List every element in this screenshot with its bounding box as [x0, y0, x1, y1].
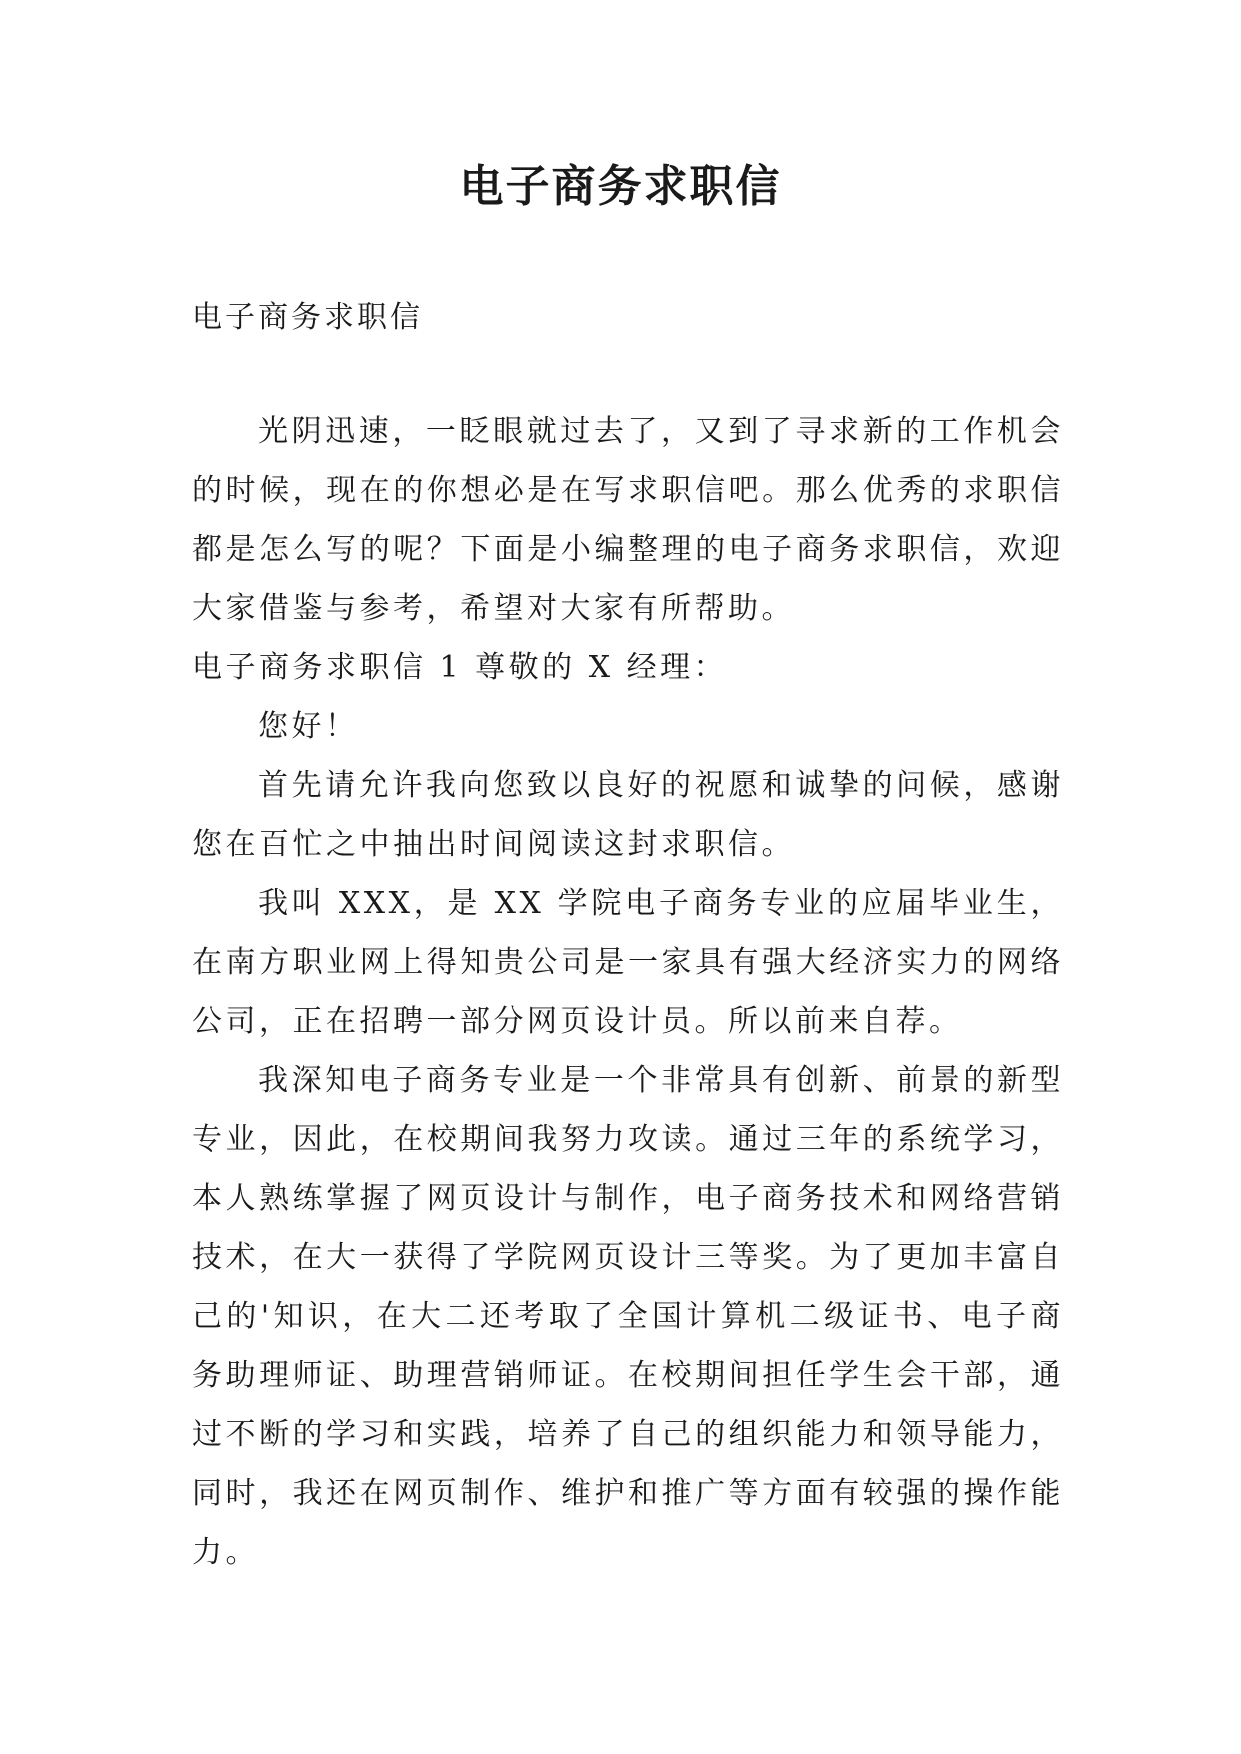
document-body — [192, 402, 1064, 1582]
intro-paragraph: 光阴迅速，一眨眼就过去了，又到了寻求新的工作机会的时候，现在的你想必是在写求职信吧。那么优秀的求职信都是怎么写的呢？下面是小编整理的电子商务求职信，欢迎大家借鉴与参考，希望对大家有所帮助。 — [192, 414, 1064, 626]
letter-heading: 电子商务求职信 1 尊敬的 X 经理： — [192, 650, 728, 685]
document-title: 电子商务求职信 — [459, 161, 782, 212]
body-paragraph: 首先请允许我向您致以良好的祝愿和诚挚的问候，感谢您在百忙之中抽出时间阅读这封求职信。 — [192, 768, 1064, 862]
body-paragraph: 我深知电子商务专业是一个非常具有创新、前景的新型专业，因此，在校期间我努力攻读。通过三年的系统学习，本人熟练掌握了网页设计与制作，电子商务技术和网络营销技术，在大一获得了学院网页设计三等奖。为了更加丰富自己的'知识，在大二还考取了全国计算机二级证书、电子商务助理师证、助理营销师证。在校期间担任学生会干部，通过不断的学习和实践，培养了自己的组织能力和领导能力，同时，我还在网页制作、维护和推广等方面有较强的操作能力。 — [192, 1063, 1064, 1570]
greeting: 您好！ — [258, 709, 359, 744]
body-paragraph: 我叫 XXX，是 XX 学院电子商务专业的应届毕业生，在南方职业网上得知贵公司是一家具有强大经济实力的网络公司，正在招聘一部分网页设计员。所以前来自荐。 — [192, 886, 1064, 1039]
document-subtitle: 电子商务求职信 — [192, 300, 423, 335]
